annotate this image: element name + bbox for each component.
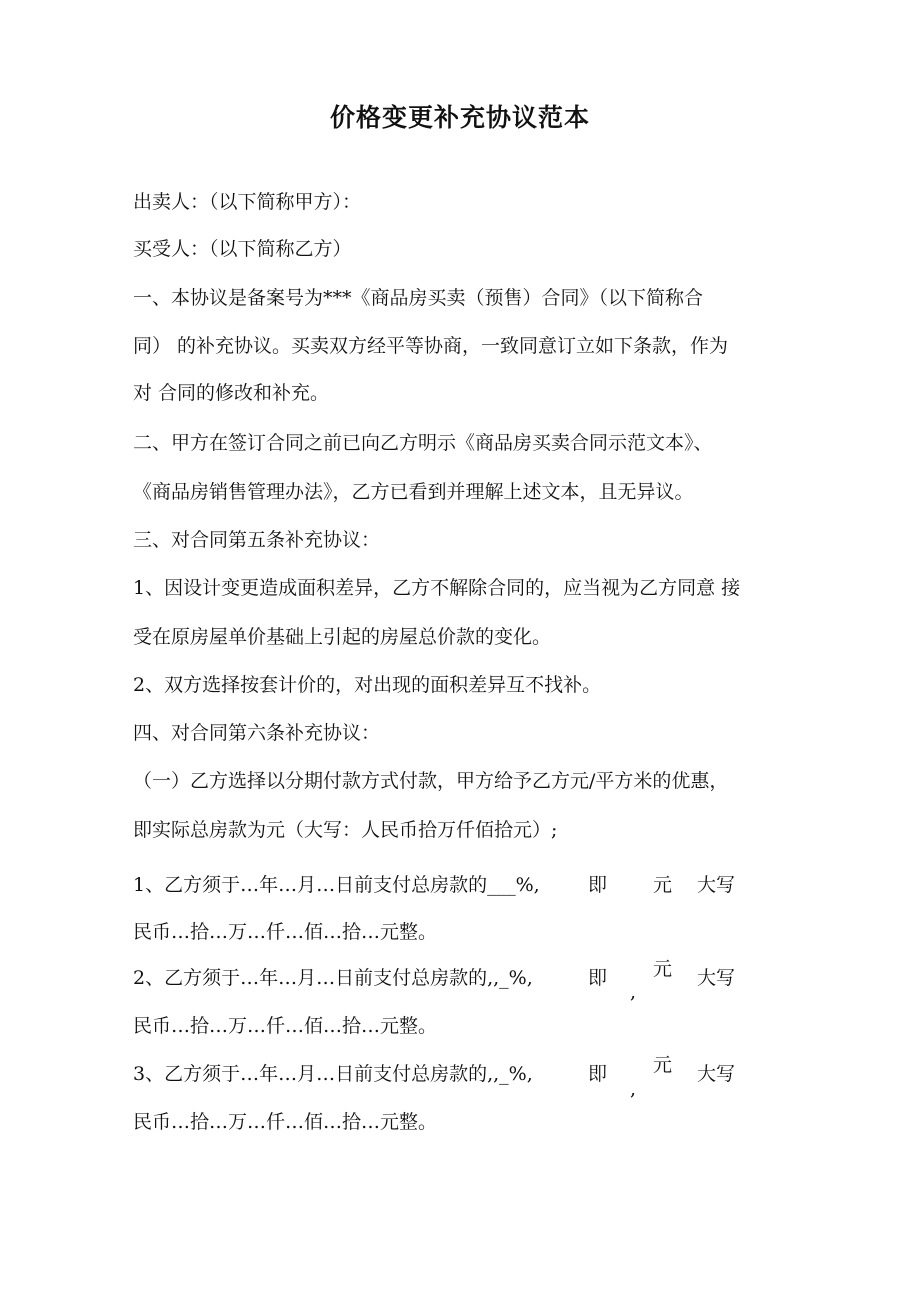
payment-2-amount: 民币…拾…万…仟…佰…拾…元整。 [133,1015,438,1037]
clause-3-item-1-line-1: 1、因设计变更造成面积差异，乙方不解除合同的，应当视为乙方同意 接 [133,577,741,599]
payment-1-yuan: 元 [653,874,673,896]
clause-1-line-3: 对 合同的修改和补充。 [133,382,330,404]
payment-3-comma: , [630,1078,637,1100]
payment-2-daxie: 大写 [697,967,736,989]
payment-2-comma: , [630,981,637,1003]
payment-1-ji: 即 [588,874,608,896]
clause-1-line-2: 同） 的补充协议。买卖双方经平等协商，一致同意订立如下条款，作为 [133,335,729,357]
payment-3-yuan: 元 [653,1054,673,1076]
payment-1-main: 1、乙方须于…年…月…日前支付总房款的___%, [133,874,540,896]
payment-3-ji: 即 [588,1063,608,1085]
payment-2-yuan: 元 [653,958,673,980]
seller-line: 出卖人：（以下简称甲方）： [133,191,362,213]
payment-2-main: 2、乙方须于…年…月…日前支付总房款的,,_%, [133,967,533,989]
clause-4-heading: 四、对合同第六条补充协议： [133,722,381,744]
payment-3-main: 3、乙方须于…年…月…日前支付总房款的,,_%, [133,1063,533,1085]
document-title: 价格变更补充协议范本 [329,103,590,132]
clause-2-line-2: 《商品房销售管理办法》，乙方已看到并理解上述文本，且无异议。 [133,481,694,503]
clause-4-sub-1-line-1: （一）乙方选择以分期付款方式付款，甲方给予乙方元/平方米的优惠， [133,770,729,792]
clause-1-line-1: 一、本协议是备案号为***《商品房买卖（预售）合同》（以下简称合 [133,287,704,309]
clause-3-item-1-line-2: 受在原房屋单价基础上引起的房屋总价款的变化。 [133,626,552,648]
payment-1-daxie: 大写 [697,874,736,896]
payment-2-ji: 即 [588,967,608,989]
clause-3-heading: 三、对合同第五条补充协议： [133,529,381,551]
payment-3-daxie: 大写 [697,1063,736,1085]
payment-1-amount: 民币…拾…万…仟…佰…拾…元整。 [133,921,438,943]
clause-4-sub-1-line-2: 即实际总房款为元（大写：人民币拾万仟佰拾元）; [133,819,558,841]
clause-2-line-1: 二、甲方在签订合同之前已向乙方明示《商品房买卖合同示范文本》、 [133,432,713,454]
buyer-line: 买受人：（以下简称乙方） [133,238,352,260]
clause-3-item-2: 2、双方选择按套计价的，对出现的面积差异互不找补。 [133,674,602,696]
payment-3-amount: 民币…拾…万…仟…佰…拾…元整。 [133,1111,438,1133]
